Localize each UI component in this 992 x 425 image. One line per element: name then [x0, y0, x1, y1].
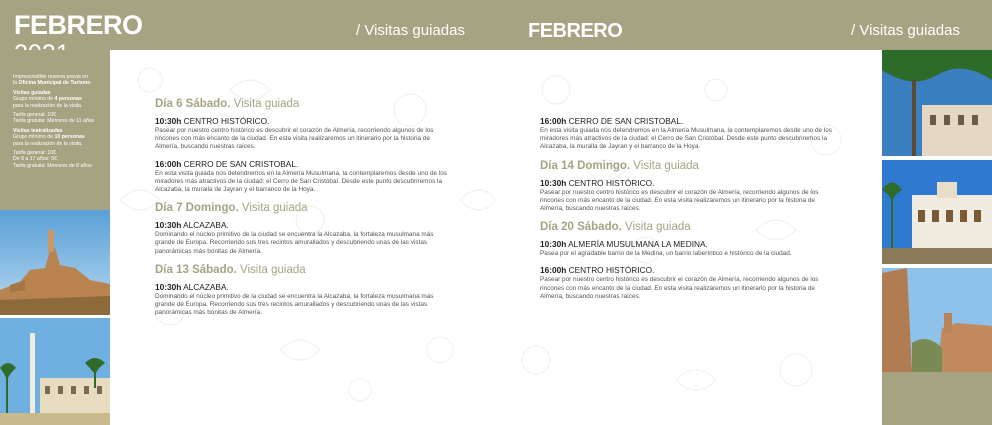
event-title: 10:30h CENTRO HISTÓRICO. — [155, 116, 270, 126]
event-description: Dominando el núcleo primitivo de la ciudad se encuentra la Alcazaba, la fortaleza musulmana más grande de Europa. Recorriendo sus tres recintos amurallados y descubriendo unas de las vistas panorámicas más bonitas de Almería. — [155, 292, 434, 317]
colonial-building-photo — [882, 160, 992, 264]
guided-info: Visitas guiadas Grupo mínimo de 4 personas para la realización de la visita. — [13, 89, 83, 109]
event-title: 10:30h ALMERÍA MUSULMANA LA MEDINA. — [540, 239, 708, 250]
event-title: 16:00h CERRO DE SAN CRISTOBAL. — [540, 116, 684, 126]
day-heading: Día 20 Sábado. Visita guiada — [540, 221, 691, 234]
plaza-photo — [0, 318, 110, 425]
day-heading: Día 6 Sábado. Visita guiada — [155, 98, 300, 110]
day-block-1 — [155, 202, 455, 256]
event-description: En esta visita guiada nos detendremos en la Almería Musulmana, la contemplaremos desde uno de los miradores más atractivos de la ciudad: el Cerro de San Cristóbal. Desde este punto descubriremos la Alcazaba, la muralla de Jayran y el barranco de la Hoya. — [155, 169, 448, 194]
left-content — [110, 50, 496, 425]
left-month-title: FEBRERO — [14, 10, 143, 40]
right-month-title: FEBRERO — [528, 20, 623, 42]
day-heading: Día 14 Domingo. Visita guiada — [540, 159, 699, 172]
info-sidebar — [0, 50, 110, 210]
theatre-prices: Tarifa general: 10€ De 8 a 17 años: 5€ Tarifa gratuita: Menores de 8 años — [13, 150, 92, 169]
right-section-title: / Visitas guiadas — [851, 22, 960, 39]
day-block-0 — [155, 98, 455, 194]
right-schedule — [540, 116, 840, 308]
event-title: 10:30h CENTRO HISTÓRICO. — [540, 177, 655, 188]
alcazaba-photo — [0, 210, 110, 315]
right-content — [496, 50, 882, 425]
guided-prices: Tarifa general: 10€ Tarifa gratuita: Menores de 11 años — [13, 112, 95, 125]
palm-building-photo — [882, 50, 992, 156]
event-description: En esta visita guiada nos detendremos en la Almería Musulmana, la contemplaremos desde uno de los miradores más atractivos de la ciudad: el Cerro de San Cristóbal. Desde este punto descubriremos la Alcazaba, la muralla de Jayran y el barranco de la Hoya. — [540, 127, 833, 151]
day-block-2 — [155, 264, 455, 318]
event-title: 10:30h ALCAZABA. — [155, 220, 229, 231]
fortress-wall-photo — [882, 268, 992, 372]
event-description: Dominando el núcleo primitivo de la ciudad se encuentra la Alcazaba, la fortaleza musulmana más grande de Europa. Recorriendo sus tres recintos amurallados y descubriendo unas de las vistas panorámicas más bonitas de Almería. — [155, 231, 434, 255]
event-title: 16:00h CERRO DE SAN CRISTOBAL. — [155, 158, 299, 169]
event-description: Pasear por nuestro centro histórico es descubrir el corazón de Almería, recorriendo algunos de los rincones con más encanto de la ciudad. En esta visita realizaremos un itinerario por la historia de Almería, buscando nuestras raíces. — [540, 188, 819, 213]
right-page — [496, 0, 992, 425]
day-heading: Día 13 Sábado. Visita guiada — [155, 263, 306, 276]
event-description: Pasear por nuestro centro histórico es descubrir el corazón de Almería, recorriendo algunos de los rincones con más encanto de la ciudad. En esta visita realizaremos un itinerario por la historia de Almería, buscando nuestras raíces. — [155, 127, 434, 151]
reservation-note: Imprescindible reserva previa en la Oficina Municipal de Turismo — [13, 74, 91, 87]
left-schedule — [155, 90, 455, 324]
right-bottom-band — [882, 372, 992, 425]
event-title: 16:00h CENTRO HISTÓRICO. — [540, 265, 655, 276]
lead-event — [540, 116, 840, 152]
day-block-4 — [540, 221, 840, 301]
event-description: Pasear por nuestro centro histórico es descubrir el corazón de Almería, recorriendo algunos de los rincones con más encanto de la ciudad. En esta visita realizaremos un itinerario por la historia de Almería, buscando nuestras raíces. — [540, 276, 819, 300]
event-description: Pasea por el agradable barrio de la Medina, un barrio laberíntico e histórico de la ciudad. — [540, 250, 792, 258]
theatre-info: Visitas teatralizadas Grupo mínimo de 10 personas para la realización de la visita. — [13, 127, 85, 147]
day-heading: Día 7 Domingo. Visita guiada — [155, 202, 308, 215]
day-block-3 — [540, 160, 840, 214]
office-name: Oficina Municipal de Turismo — [18, 80, 91, 87]
left-section-title: / Visitas guiadas — [356, 22, 465, 39]
event-title: 10:30h ALCAZABA. — [155, 281, 229, 292]
